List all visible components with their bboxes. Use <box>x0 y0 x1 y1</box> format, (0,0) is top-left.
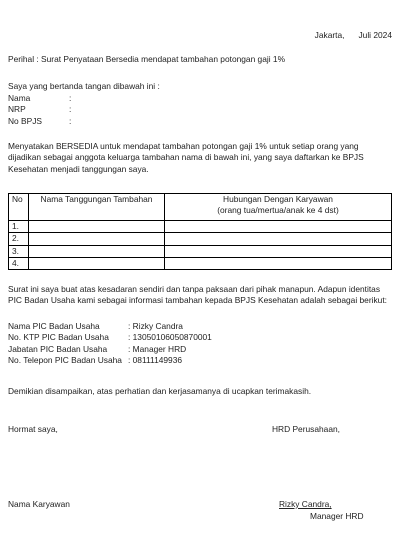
dependent-name-cell[interactable] <box>29 245 165 257</box>
date-value: Juli 2024 <box>358 30 392 40</box>
dependent-name-cell[interactable] <box>29 233 165 245</box>
identity-label: NRP <box>8 104 26 115</box>
sign-name-right: Rizky Candra, <box>279 499 332 509</box>
relation-cell[interactable] <box>165 258 392 270</box>
pic-row-name <box>8 321 212 332</box>
relation-cell[interactable] <box>165 221 392 233</box>
closing-paragraph: Demikian disampaikan, atas perhatian dan kerjasamanya di ucapkan terimakasih. <box>8 386 312 396</box>
table-row <box>9 245 392 257</box>
header-relation-line2: (orang tua/mertua/anak ke 4 dst) <box>217 205 339 216</box>
pic-label: Nama PIC Badan Usaha <box>8 321 100 331</box>
pic-block <box>8 321 212 366</box>
consent-paragraph: Surat ini saya buat atas kesadaran sendiri dan tanpa paksaan dari pihak manapun. Adapun identitas PIC Badan Usaha kami sebagai informasi tambahan kepada BPJS Kesehatan adalah sebagai berikut: <box>8 284 387 306</box>
table-row <box>9 258 392 270</box>
header-relation-line1: Hubungan Dengan Karyawan <box>223 194 333 204</box>
pic-label: Jabatan PIC Badan Usaha <box>8 343 108 354</box>
identity-row-bpjs <box>8 116 71 127</box>
pic-label: No. Telepon PIC Badan Usaha <box>8 355 122 366</box>
pic-row-ktp <box>8 332 212 343</box>
header-relation <box>165 194 392 221</box>
dependents-table <box>8 193 392 270</box>
identity-row-name <box>8 93 71 104</box>
dependent-name-cell[interactable] <box>29 258 165 270</box>
table-row <box>9 233 392 245</box>
pic-row-position <box>8 344 212 355</box>
identity-sep: : <box>69 104 72 115</box>
dependent-name-cell[interactable] <box>29 221 165 233</box>
sign-title-right: Manager HRD <box>310 511 364 521</box>
sign-heading-right: HRD Perusahaan, <box>272 424 340 434</box>
relation-cell[interactable] <box>165 245 392 257</box>
identity-block <box>8 93 71 127</box>
pic-row-phone <box>8 355 212 366</box>
pic-value: : Manager HRD <box>128 343 187 354</box>
pic-value: : 13050106050870001 <box>128 332 212 343</box>
pic-value: : Rizky Candra <box>128 321 183 331</box>
identity-sep: : <box>69 93 72 103</box>
relation-cell[interactable] <box>165 233 392 245</box>
signer-intro: Saya yang bertanda tangan dibawah ini : <box>8 81 160 91</box>
date-city: Jakarta, <box>314 30 345 40</box>
header-no: No <box>9 194 29 221</box>
sign-heading-left: Hormat saya, <box>8 424 58 434</box>
identity-label: No BPJS <box>8 115 42 126</box>
row-number: 4. <box>9 258 29 270</box>
sign-name-left: Nama Karyawan <box>8 499 70 509</box>
row-number: 1. <box>9 221 29 233</box>
identity-label: Nama <box>8 93 31 103</box>
row-number: 3. <box>9 245 29 257</box>
letter-subject: Perihal : Surat Penyataan Bersedia mendapat tambahan potongan gaji 1% <box>8 54 286 64</box>
identity-row-nrp <box>8 104 71 115</box>
statement-paragraph: Menyatakan BERSEDIA untuk mendapat tambahan potongan gaji 1% untuk setiap orang yang dijadikan sebagai anggota keluarga tambahan nama di bawah ini, yang saya daftarkan ke BPJS Kesehatan menjadi tanggungan saya. <box>8 141 364 174</box>
identity-sep: : <box>69 115 72 126</box>
pic-label: No. KTP PIC Badan Usaha <box>8 332 109 343</box>
letter-date <box>301 30 392 41</box>
table-row <box>9 221 392 233</box>
table-header-row <box>9 194 392 221</box>
row-number: 2. <box>9 233 29 245</box>
pic-value: : 08111149936 <box>128 355 183 366</box>
header-name: Nama Tanggungan Tambahan <box>29 194 165 221</box>
